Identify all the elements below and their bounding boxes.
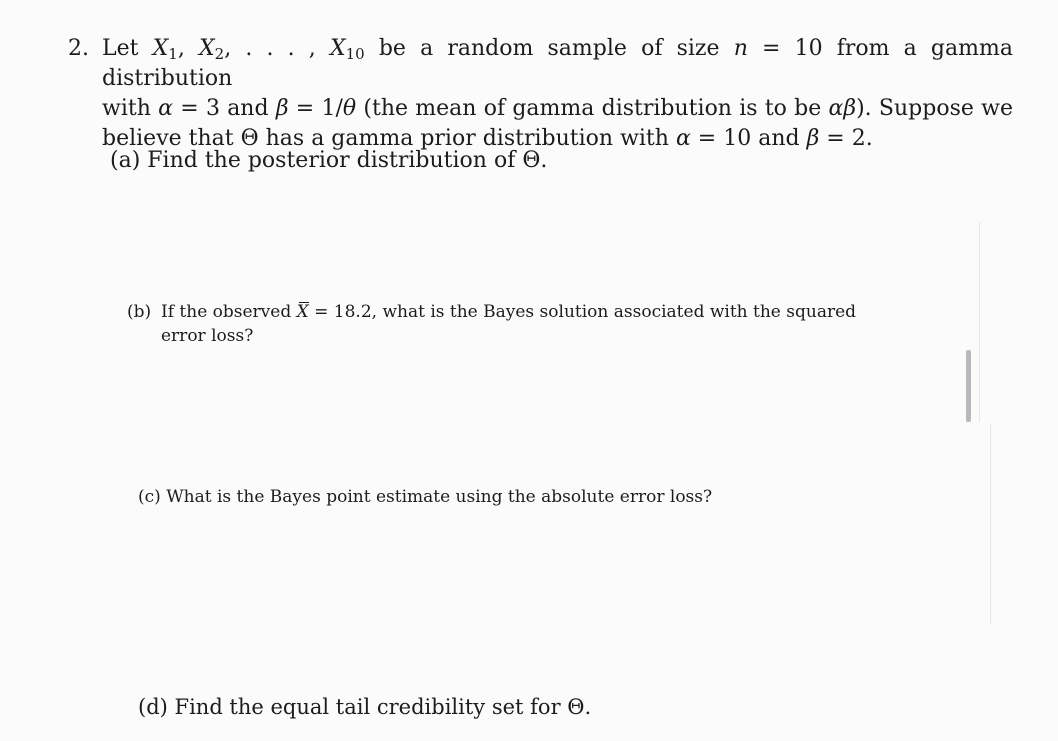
part-c-question: (c) What is the Bayes point estimate using the absolute error loss? [138,487,713,507]
part-b-continuation: error loss? [161,326,254,346]
problem-number: 2. [68,36,89,61]
part-a-question: (a) Find the posterior distribution of Θ. [110,148,548,173]
problem-statement [68,34,1013,154]
x-bar-symbol: X [296,302,309,322]
problem-line-2: with α = 3 and β = 1/θ (the mean of gamma distribution is to be αβ). Suppose we [102,96,1013,121]
problem-line-1: Let $X_1$, $X_2$, . . . , $X_{10}$ be a random sample of size n = 10 from a gamma distribution [102,36,1013,91]
part-b-label: (b) [127,302,152,322]
page-edge-divider [990,424,991,624]
part-d-question: (d) Find the equal tail credibility set for Θ. [138,695,592,719]
page-edge-divider [979,222,980,422]
part-b-question: (b) If the observed X = 18.2, what is the Bayes solution associated with the squared error loss? [127,302,857,346]
problem-body [102,34,1013,154]
scrollbar-thumb[interactable] [966,350,971,422]
problem-line-3: believe that Θ has a gamma prior distribution with α = 10 and β = 2. [102,126,873,151]
